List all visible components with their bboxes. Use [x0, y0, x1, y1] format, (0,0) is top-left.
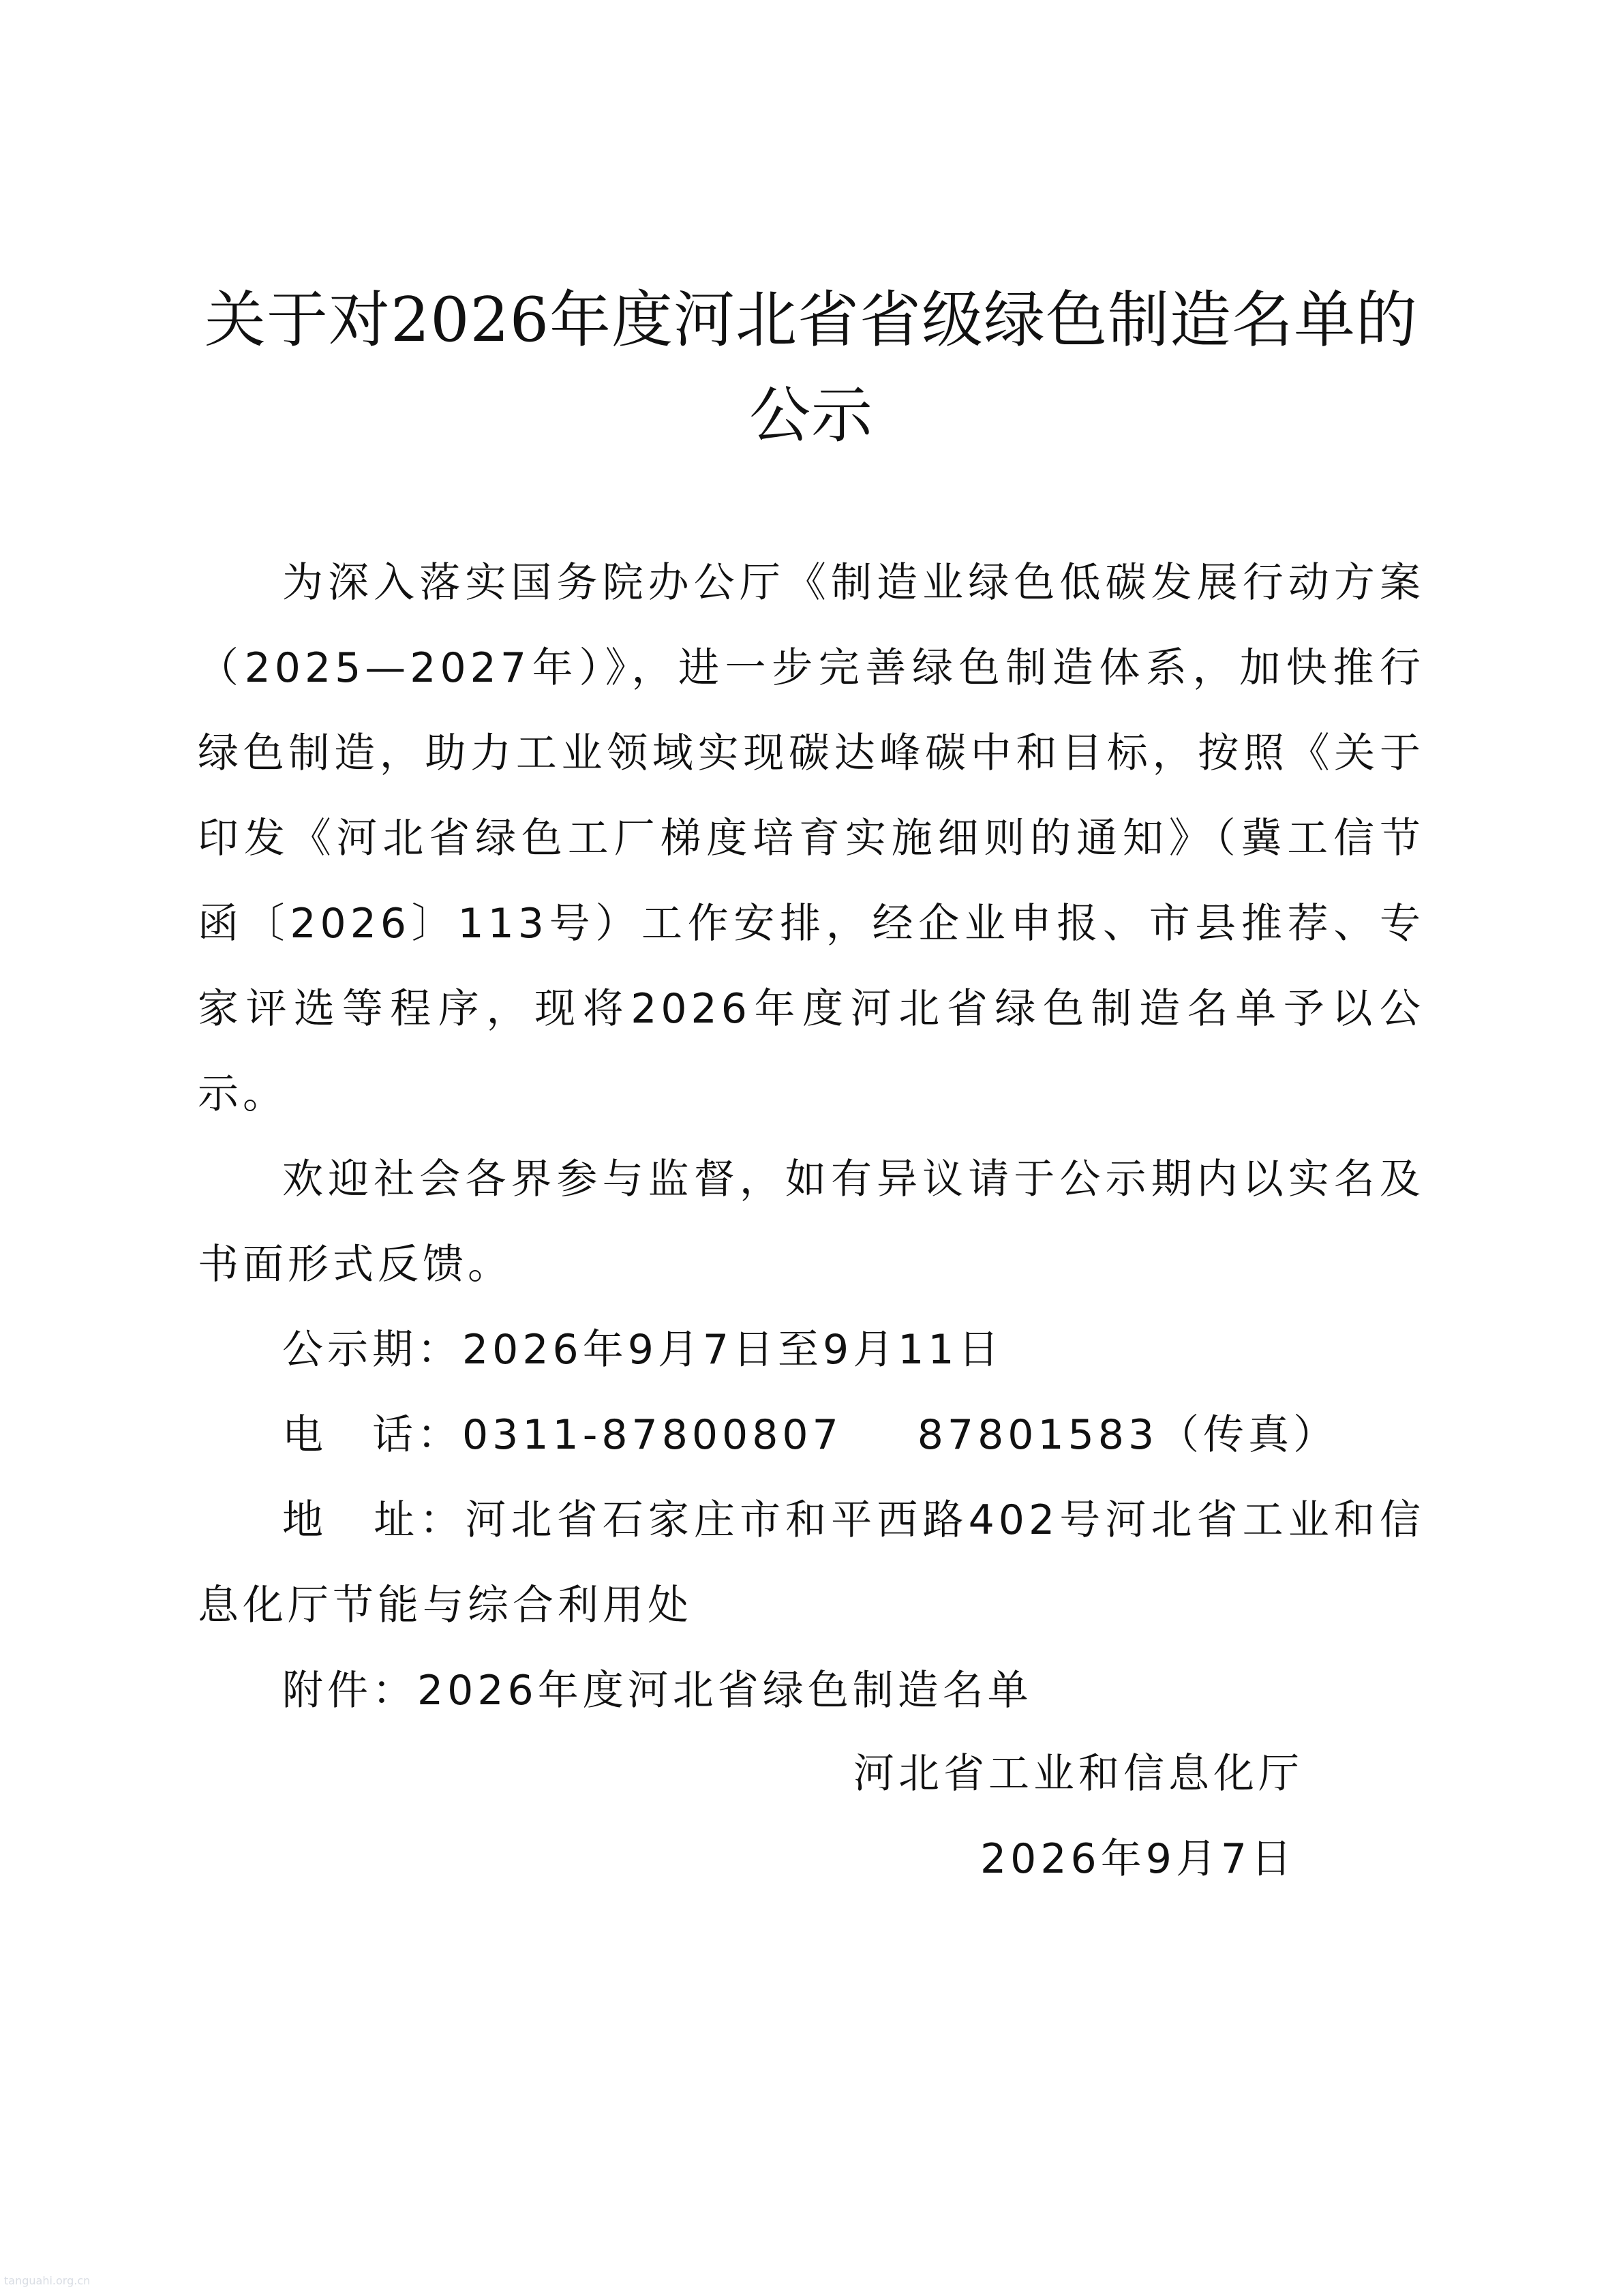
document-body	[198, 541, 1425, 1734]
supervision-paragraph: 欢迎社会各界参与监督，如有异议请于公示期内以实名及书面形式反馈。	[198, 1155, 1425, 1288]
fax-number: 87801583（传真）	[917, 1411, 1339, 1459]
phone-label: 电 话：	[282, 1411, 462, 1459]
intro-paragraph: 为深入落实国务院办公厅《制造业绿色低碳发展行动方案（2025—2027年）》，进一步完善绿色制造体系，加快推行绿色制造，助力工业领域实现碳达峰碳中和目标，按照《关于印发《河北省绿色工厂梯度培育实施细则的通知》（冀工信节函〔2026〕113号）工作安排，经企业申报、市县推荐、专家评选等程序，现将2026年度河北省绿色制造名单予以公示。	[198, 559, 1425, 1118]
phone-number: 0311-87800807	[462, 1411, 843, 1459]
watermark-text: tanguahi.org.cn	[4, 2274, 91, 2287]
attachment-note: 附件：2026年度河北省绿色制造名单	[282, 1667, 1033, 1715]
document-title	[204, 273, 1418, 464]
signature-date: 2026年9月7日	[980, 1835, 1296, 1883]
title-line-2: 公示	[749, 380, 873, 451]
publicity-period: 公示期：2026年9月7日至9月11日	[282, 1326, 1003, 1374]
title-line-1: 关于对2026年度河北省省级绿色制造名单的	[204, 284, 1419, 356]
contact-phone	[198, 1393, 1425, 1478]
signature-organization: 河北省工业和信息化厅	[853, 1750, 1303, 1798]
contact-address: 地 址：河北省石家庄市和平西路402号河北省工业和信息化厅节能与综合利用处	[198, 1496, 1425, 1629]
